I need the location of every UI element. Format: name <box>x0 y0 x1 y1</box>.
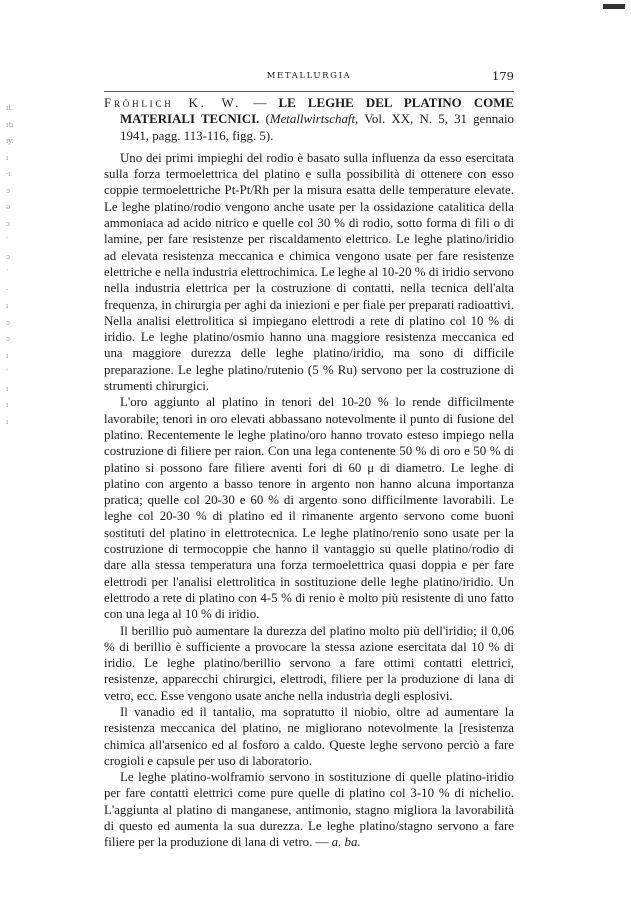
journal-name: Metallwirtschaft, <box>269 112 359 127</box>
paragraph-vanadio: Il vanadio ed il tantalio, ma sopratutto il niobio, oltre ad aumentare la resistenza meccanica del platino, ne migliorano notevolmente la [resistenza chimica all'arsenico ed al fosforo a caldo. Queste leghe servono perciò a fare crogioli e capsule per uso di laboratorio. <box>104 704 514 768</box>
heading-dash: — <box>241 96 279 110</box>
margin-mark: ' <box>6 236 8 244</box>
paragraph-rodio: Uno dei primi impieghi del rodio è basato sulla influenza da esso esercitata sulla forza termoelettrica del platino e sulla possibilità di ottenere con esso coppie termoelettriche Pt-Pt/Rh per la misura esatta delle temperature elevate. Le leghe platino/rodio vengono anche usate per la ossidazione catalitica della ammoniaca ad acido nitrico e quelle col 30 % di rodio, sotto forma di fili o di lamine, per fare resistenze per riscaldamento elettrico. Le leghe platino/iridio ad elevata resistenza meccanica e chimica vengono usate per fare resistenze elettriche e nella industria elettrochimica. Le leghe al 10-20 % di iridio servono nella industria elettrica per la costruzione di contatti, nella tecnica dell'alta frequenza, in chirurgia per aghi da iniezioni e per fiale per preparati radioattivi. Nella analisi elettrolitica si impiegano elettrodi a rete di platino col 10 % di iridio. Le leghe platino/osmio hanno una maggiore resistenza meccanica ed una maggiore durezza delle leghe platino/iridio, ma sono di difficile preparazione. Le leghe platino/rutenio (5 % Ru) servono per la costruzione di strumenti chirurgici. <box>104 150 514 394</box>
margin-mark: ıy. <box>6 137 14 145</box>
margin-mark: ·ı <box>6 170 11 178</box>
running-head: METALLURGIA <box>266 71 352 81</box>
margin-mark: ı <box>6 153 9 162</box>
margin-mark: ˙ <box>6 269 10 277</box>
article-heading <box>104 95 514 144</box>
margin-mark: ɔ <box>6 186 10 195</box>
margin-bleed-through <box>6 100 46 520</box>
article-content <box>104 95 514 851</box>
paragraph-wolframio <box>104 769 514 850</box>
scan-corner-mark <box>603 4 625 9</box>
margin-mark: ǝ <box>6 203 11 211</box>
margin-mark: ı <box>6 384 9 393</box>
margin-mark: ıtı <box>6 120 14 129</box>
page-number: 179 <box>492 69 514 83</box>
paragraph-berillio: Il berillio può aumentare la durezza del platino molto più dell'iridio; il 0,06 % di berillio è sufficiente a provocare la stessa azione esercitata dal 10 % di iridio. Le leghe platino/berillio servono a fare ottimi contatti elettrici, resistenze, apparecchi chirurgici, elettrodi, filiere per la produzione di lana di vetro, ecc. Esse vengono usate anche nella industria degli esplosivi. <box>104 623 514 703</box>
paragraph-wolframio-text: Le leghe platino-wolframio servono in sostituzione di quelle platino-iridio per fare contatti elettrici come pure quelle di platino col 3-10 % di nichelio. L'aggiunta al platino di manganese, antimonio, stagno migliora la lavorabilità di questo ed aumenta la sua durezza. Le leghe platino/stagno servono a fare filiere per la produzione di lana di vetro. — <box>104 770 514 850</box>
margin-mark: · <box>6 285 9 294</box>
margin-mark: ı <box>6 351 9 360</box>
citation-details: Vol. XX, N. 5, 31 gennaio 1941, pagg. 113-116, figg. 5). <box>120 112 514 143</box>
margin-mark: ı <box>6 302 9 310</box>
margin-mark: ɔ <box>6 252 10 261</box>
article-author: Fröhlich K. W. <box>104 96 242 110</box>
header-rule <box>104 91 514 92</box>
margin-mark: ɔ <box>6 335 10 343</box>
margin-mark: ɔ <box>6 219 10 228</box>
article-title: LE LEGHE DEL PLATINO COME MATERIALI TECNICI. <box>120 96 514 127</box>
margin-mark: ı <box>6 417 9 426</box>
margin-mark: ıt. <box>6 104 14 112</box>
page-header <box>104 71 514 85</box>
margin-mark: ı <box>6 401 9 409</box>
paragraph-oro: L'oro aggiunto al platino in tenori del 10-20 % lo rende difficilmente lavorabile; tenori in oro elevati abbassano notevolmente il punto di fusione del platino. Recentemente le leghe platino/oro hanno trovato esteso impiego nella costruzione di filiere per raion. Con una lega contenente 50 % di oro e 50 % di platino si possono fare filiere aventi fori di 60 μ di diametro. Le leghe di platino con argento a basso tenore in argento non hanno alcuna importanza pratica; quelle col 20-30 e 60 % di argento sono difficilmente lavorabili. Le leghe col 20-30 % di platino ed il rimanente argento servono come buoni sostituti del platino in elettrotecnica. Le leghe platino/renio sono usate per la costruzione di termocoppie che hanno il vantaggio su quelle platino/rodio di dare alla stessa temperatura una forza termoelettrica quasi doppia e per fare elettrodi per l'analisi elettrolitica in sostituzione delle leghe platino/iridio. Un elettrodo a rete di platino con 4-5 % di renio è molto più resistente di uno fatto con una lega al 10 % di iridio. <box>104 395 514 622</box>
author-signature: a. ba. <box>331 835 361 850</box>
margin-mark: ' <box>6 368 8 376</box>
citation-open: ( <box>259 112 270 127</box>
margin-mark: ɔ <box>6 318 10 327</box>
